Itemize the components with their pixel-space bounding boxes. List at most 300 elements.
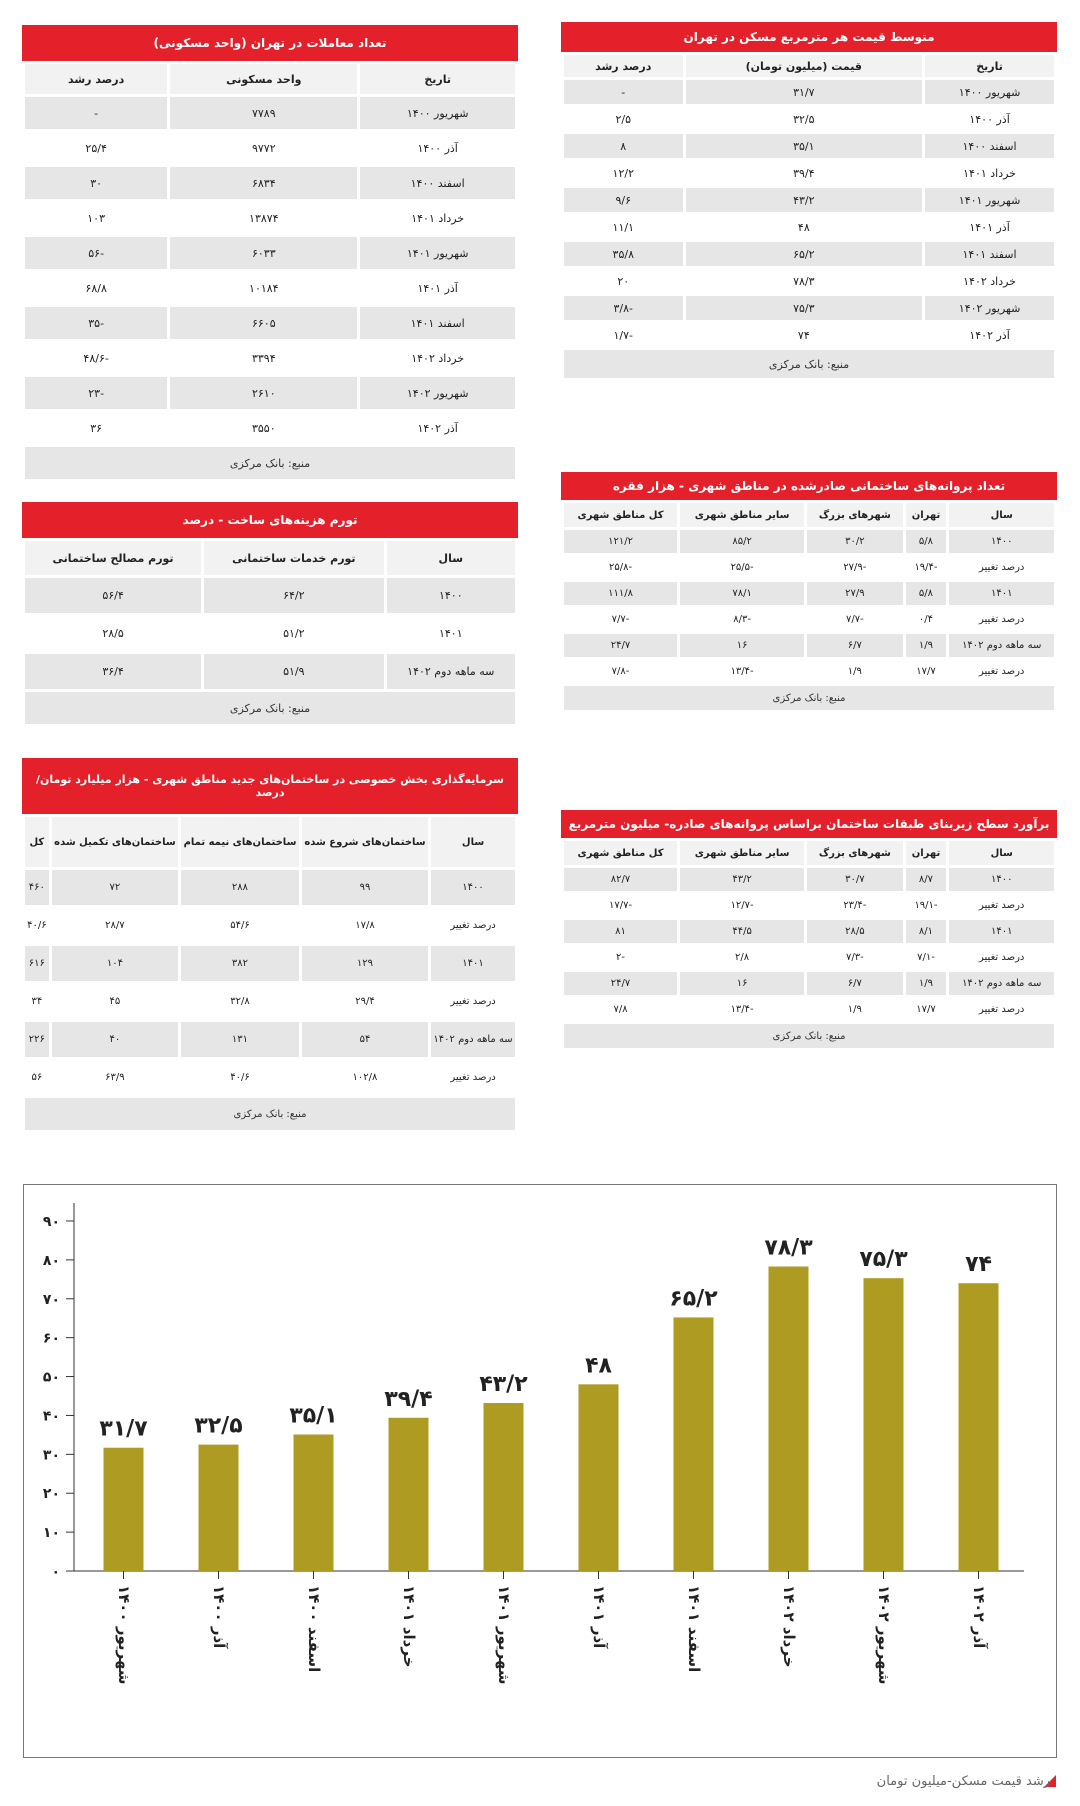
table-cell: درصد تغییر xyxy=(949,608,1054,631)
table-cell: آذر ۱۴۰۰ xyxy=(925,107,1054,131)
column-header: واحد مسکونی xyxy=(170,64,357,94)
table-cell: اسفند ۱۴۰۰ xyxy=(360,167,515,199)
table-cell: ۵۱/۹ xyxy=(204,654,384,689)
table-row xyxy=(25,870,515,905)
avg-price-table-title: متوسط قیمت هر مترمربع مسکن در تهران xyxy=(561,22,1057,52)
table-cell: شهریور ۱۴۰۰ xyxy=(925,80,1054,104)
permits-table-panel xyxy=(561,472,1057,713)
table-row xyxy=(25,202,515,234)
table-cell: ۱۱/۱ xyxy=(564,215,683,239)
table-row xyxy=(564,134,1054,158)
table-cell: ۶۵/۲ xyxy=(686,242,923,266)
table-cell: ۱/۹ xyxy=(807,660,902,683)
transactions-table-panel xyxy=(22,25,518,482)
table-cell: ۱۳۱ xyxy=(181,1022,299,1057)
table-cell: ۸/۱ xyxy=(906,920,947,943)
floor-area-table-panel xyxy=(561,810,1057,1051)
table-cell: ۷/۸ xyxy=(564,998,677,1021)
avg-price-table-panel xyxy=(561,22,1057,381)
table-cell: درصد تغییر xyxy=(431,984,515,1019)
column-header: تورم مصالح ساختمانی xyxy=(25,541,201,575)
table-cell: ۱/۹ xyxy=(807,998,902,1021)
chart-bar xyxy=(389,1418,429,1571)
table-cell: ۴۴/۵ xyxy=(680,920,804,943)
table-row xyxy=(25,412,515,444)
table-cell: ۵۱/۲ xyxy=(204,616,384,651)
column-header: تاریخ xyxy=(360,64,515,94)
table-cell: شهریور ۱۴۰۱ xyxy=(925,188,1054,212)
table-row xyxy=(25,1022,515,1057)
table-cell: ۳۱/۷ xyxy=(686,80,923,104)
source-row xyxy=(564,686,1054,710)
table-row xyxy=(25,307,515,339)
table-row xyxy=(564,582,1054,605)
table-cell: -۱۷/۷ xyxy=(564,894,677,917)
source-row xyxy=(25,1098,515,1130)
column-header: سال xyxy=(431,817,515,867)
table-cell: -۱۹/۴ xyxy=(906,556,947,579)
price-bar-chart xyxy=(23,1184,1057,1758)
table-cell: درصد تغییر xyxy=(949,660,1054,683)
table-cell: ۱۴۰۱ xyxy=(949,920,1054,943)
table-cell: -۱۳/۴ xyxy=(680,998,804,1021)
table-cell: ۴۳/۲ xyxy=(680,868,804,891)
table-cell: سه ماهه دوم ۱۴۰۲ xyxy=(387,654,515,689)
table-cell: ۱۰۴ xyxy=(52,946,178,981)
table-cell: آذر ۱۴۰۲ xyxy=(925,323,1054,347)
table-cell: ۳۰/۲ xyxy=(807,530,902,553)
table-source: منبع: بانک مرکزی xyxy=(564,1024,1054,1048)
x-tick-label: شهریور ۱۴۰۰ xyxy=(115,1585,133,1685)
table-row xyxy=(25,946,515,981)
table-cell: ۵۴ xyxy=(302,1022,428,1057)
table-row xyxy=(564,920,1054,943)
table-cell: ۶۰۳۳ xyxy=(170,237,357,269)
table-row xyxy=(25,616,515,651)
source-row xyxy=(25,447,515,479)
table-cell: ۷۷۸۹ xyxy=(170,97,357,129)
table-cell: ۴۰ xyxy=(52,1022,178,1057)
table-cell: ۹/۶ xyxy=(564,188,683,212)
column-header: تهران xyxy=(906,503,947,527)
table-cell: ۷۲ xyxy=(52,870,178,905)
column-header: درصد رشد xyxy=(25,64,167,94)
table-cell: ۳۵/۱ xyxy=(686,134,923,158)
permits-table xyxy=(561,500,1057,713)
column-header: تورم خدمات ساختمانی xyxy=(204,541,384,575)
data-label: ۳۹/۴ xyxy=(384,1386,433,1412)
table-row xyxy=(564,161,1054,185)
table-cell: ۱/۹ xyxy=(906,634,947,657)
table-cell: آذر ۱۴۰۰ xyxy=(360,132,515,164)
table-cell: ۳۸۲ xyxy=(181,946,299,981)
table-cell: اسفند ۱۴۰۱ xyxy=(925,242,1054,266)
table-cell: خرداد ۱۴۰۲ xyxy=(360,342,515,374)
table-cell: ۷۸/۳ xyxy=(686,269,923,293)
table-cell: ۲۶۱۰ xyxy=(170,377,357,409)
y-tick-label: ۱۰ xyxy=(42,1525,60,1542)
table-cell: ۷۵/۳ xyxy=(686,296,923,320)
table-cell: ۳۵/۸ xyxy=(564,242,683,266)
table-cell: ۱۴۰۱ xyxy=(387,616,515,651)
x-tick-label: اسفند ۱۴۰۰ xyxy=(305,1585,323,1673)
table-cell: ۳۰/۷ xyxy=(807,868,902,891)
table-row xyxy=(564,242,1054,266)
column-header: ساختمان‌های تکمیل شده xyxy=(52,817,178,867)
investment-table xyxy=(22,814,518,1133)
x-tick-label: خرداد ۱۴۰۲ xyxy=(780,1585,798,1668)
table-cell: ۳۰ xyxy=(25,167,167,199)
floor-area-table-title: برآورد سطح زیربنای طبقات ساختمان براساس پروانه‌های صادره- میلیون مترمربع xyxy=(561,810,1057,838)
table-cell: ۸۲/۷ xyxy=(564,868,677,891)
table-cell: -۸/۳ xyxy=(680,608,804,631)
table-cell: ۸ xyxy=(564,134,683,158)
table-cell: -۲۷/۹ xyxy=(807,556,902,579)
table-cell: -۱۳/۴ xyxy=(680,660,804,683)
table-cell: درصد تغییر xyxy=(949,556,1054,579)
table-cell: شهریور ۱۴۰۱ xyxy=(360,237,515,269)
table-cell: آذر ۱۴۰۱ xyxy=(925,215,1054,239)
table-cell: ۱۴۰۰ xyxy=(949,868,1054,891)
y-tick-label: ۳۰ xyxy=(42,1447,60,1464)
table-cell: ۲۹/۴ xyxy=(302,984,428,1019)
table-cell: درصد تغییر xyxy=(431,908,515,943)
table-cell: ۱۷/۸ xyxy=(302,908,428,943)
source-row xyxy=(564,350,1054,378)
data-label: ۳۵/۱ xyxy=(289,1403,338,1429)
table-cell: اسفند ۱۴۰۱ xyxy=(360,307,515,339)
table-row xyxy=(564,296,1054,320)
table-cell: ۵۶/۴ xyxy=(25,578,201,613)
column-header: سال xyxy=(949,841,1054,865)
table-cell: ۴۵ xyxy=(52,984,178,1019)
table-cell: ۱۷/۷ xyxy=(906,998,947,1021)
table-cell: ۱۴۰۰ xyxy=(949,530,1054,553)
table-row xyxy=(564,556,1054,579)
table-cell: -۷/۷ xyxy=(807,608,902,631)
table-row xyxy=(25,342,515,374)
table-cell: ۸/۷ xyxy=(906,868,947,891)
table-cell: ۲۴/۷ xyxy=(564,972,677,995)
y-tick-label: ۶۰ xyxy=(42,1330,60,1347)
data-label: ۶۵/۲ xyxy=(669,1286,718,1312)
table-cell: ۴۰/۶ xyxy=(25,908,49,943)
table-cell: درصد تغییر xyxy=(949,998,1054,1021)
column-header: درصد رشد xyxy=(564,55,683,77)
column-header: سال xyxy=(949,503,1054,527)
floor-area-table xyxy=(561,838,1057,1051)
table-cell: سه ماهه دوم ۱۴۰۲ xyxy=(431,1022,515,1057)
y-tick-label: ۴۰ xyxy=(42,1408,60,1425)
table-cell: خرداد ۱۴۰۲ xyxy=(925,269,1054,293)
table-cell: -۷/۷ xyxy=(564,608,677,631)
table-row xyxy=(564,188,1054,212)
column-header: شهرهای بزرگ xyxy=(807,503,902,527)
table-cell: ۲/۸ xyxy=(680,946,804,969)
table-cell: ۱۰۱۸۴ xyxy=(170,272,357,304)
table-cell: -۲۳/۴ xyxy=(807,894,902,917)
table-header-row xyxy=(564,55,1054,77)
table-cell: ۶۶۰۵ xyxy=(170,307,357,339)
table-cell: ۷۴ xyxy=(686,323,923,347)
x-tick-label: آذر ۱۴۰۲ xyxy=(970,1585,988,1649)
avg-price-table xyxy=(561,52,1057,381)
table-cell: ۱۱۱/۸ xyxy=(564,582,677,605)
table-cell: -۲۳ xyxy=(25,377,167,409)
table-cell: آذر ۱۴۰۱ xyxy=(360,272,515,304)
table-cell: -۷/۳ xyxy=(807,946,902,969)
table-cell: درصد تغییر xyxy=(431,1060,515,1095)
table-cell: ۱۶ xyxy=(680,634,804,657)
chart-bar xyxy=(199,1445,239,1571)
table-cell: ۲۲۶ xyxy=(25,1022,49,1057)
table-cell: شهریور ۱۴۰۲ xyxy=(360,377,515,409)
table-row xyxy=(564,530,1054,553)
table-cell: ۱۶ xyxy=(680,972,804,995)
table-row xyxy=(25,377,515,409)
x-tick-label: آذر ۱۴۰۱ xyxy=(590,1585,608,1649)
cost-inflation-table xyxy=(22,538,518,727)
table-cell: اسفند ۱۴۰۰ xyxy=(925,134,1054,158)
column-header: سایر مناطق شهری xyxy=(680,841,804,865)
table-cell: شهریور ۱۴۰۲ xyxy=(925,296,1054,320)
chart-bar xyxy=(294,1435,334,1572)
table-cell: ۱۰۳ xyxy=(25,202,167,234)
column-header: کل xyxy=(25,817,49,867)
column-header: قیمت (میلیون تومان) xyxy=(686,55,923,77)
table-cell: ۶۸/۸ xyxy=(25,272,167,304)
table-cell: ۶/۷ xyxy=(807,634,902,657)
investment-table-panel xyxy=(22,758,518,1133)
column-header: تاریخ xyxy=(925,55,1054,77)
table-cell: ۶۴/۲ xyxy=(204,578,384,613)
table-row xyxy=(25,237,515,269)
table-cell: ۲۷/۹ xyxy=(807,582,902,605)
transactions-table xyxy=(22,61,518,482)
table-cell: -۷/۱ xyxy=(906,946,947,969)
permits-table-title: تعداد پروانه‌های ساختمانی صادرشده در مناطق شهری - هزار فقره xyxy=(561,472,1057,500)
table-row xyxy=(564,972,1054,995)
table-cell: -۵۶ xyxy=(25,237,167,269)
table-row xyxy=(564,660,1054,683)
column-header: شهرهای بزرگ xyxy=(807,841,902,865)
y-tick-label: ۹۰ xyxy=(42,1214,60,1230)
table-row xyxy=(25,908,515,943)
table-row xyxy=(564,608,1054,631)
chart-bar xyxy=(864,1278,904,1571)
source-row xyxy=(25,692,515,724)
table-row xyxy=(25,167,515,199)
table-cell: ۳۵۵۰ xyxy=(170,412,357,444)
table-source: منبع: بانک مرکزی xyxy=(25,1098,515,1130)
table-source: منبع: بانک مرکزی xyxy=(564,350,1054,378)
table-cell: ۲۸/۷ xyxy=(52,908,178,943)
cost-inflation-table-panel xyxy=(22,502,518,727)
table-cell: ۲۵/۴ xyxy=(25,132,167,164)
table-row xyxy=(564,323,1054,347)
table-row xyxy=(564,215,1054,239)
chart-caption: رشد قیمت مسکن-میلیون تومان xyxy=(876,1774,1050,1789)
column-header: ساختمان‌های شروع شده xyxy=(302,817,428,867)
table-cell: ۴۶۰ xyxy=(25,870,49,905)
x-tick-label: خرداد ۱۴۰۱ xyxy=(400,1585,418,1668)
source-row xyxy=(564,1024,1054,1048)
table-cell: ۱۲۹ xyxy=(302,946,428,981)
column-header: کل مناطق شهری xyxy=(564,841,677,865)
table-cell: ۱۰۲/۸ xyxy=(302,1060,428,1095)
table-cell: آذر ۱۴۰۲ xyxy=(360,412,515,444)
table-row xyxy=(564,868,1054,891)
column-header: تهران xyxy=(906,841,947,865)
data-label: ۷۸/۳ xyxy=(764,1235,813,1261)
chart-bar xyxy=(104,1448,144,1571)
table-cell: ۶۳/۹ xyxy=(52,1060,178,1095)
data-label: ۷۴ xyxy=(965,1252,992,1278)
table-cell: سه ماهه دوم ۱۴۰۲ xyxy=(949,972,1054,995)
table-cell: ۵۴/۶ xyxy=(181,908,299,943)
column-header: کل مناطق شهری xyxy=(564,503,677,527)
x-tick-label: شهریور ۱۴۰۱ xyxy=(495,1585,513,1685)
table-cell: ۳۲/۸ xyxy=(181,984,299,1019)
table-row xyxy=(564,634,1054,657)
y-tick-label: ۵۰ xyxy=(42,1369,60,1386)
table-cell: ۶۸۳۴ xyxy=(170,167,357,199)
data-label: ۳۱/۷ xyxy=(99,1416,148,1442)
chart-bar xyxy=(769,1267,809,1572)
table-cell: ۶۱۶ xyxy=(25,946,49,981)
table-cell: ۱۴۰۰ xyxy=(387,578,515,613)
table-cell: ۴۳/۲ xyxy=(686,188,923,212)
x-tick-label: اسفند ۱۴۰۱ xyxy=(685,1585,703,1673)
table-cell: ۲۸۸ xyxy=(181,870,299,905)
table-row xyxy=(25,984,515,1019)
transactions-table-title: تعداد معاملات در تهران (واحد مسکونی) xyxy=(22,25,518,61)
table-cell: ۷۸/۱ xyxy=(680,582,804,605)
table-header-row xyxy=(25,817,515,867)
table-source: منبع: بانک مرکزی xyxy=(25,447,515,479)
data-label: ۴۳/۲ xyxy=(479,1372,528,1397)
table-cell: ۲۸/۵ xyxy=(807,920,902,943)
table-row xyxy=(564,998,1054,1021)
table-cell: ۹۹ xyxy=(302,870,428,905)
table-cell: -۱۹/۱ xyxy=(906,894,947,917)
table-cell: ۱۳۸۷۴ xyxy=(170,202,357,234)
table-row xyxy=(25,654,515,689)
table-cell: ۲/۵ xyxy=(564,107,683,131)
table-cell: ۱۷/۷ xyxy=(906,660,947,683)
table-cell: ۳۳۹۴ xyxy=(170,342,357,374)
table-cell: خرداد ۱۴۰۱ xyxy=(925,161,1054,185)
table-row xyxy=(25,272,515,304)
table-cell: ۱۲/۲ xyxy=(564,161,683,185)
table-cell: خرداد ۱۴۰۱ xyxy=(360,202,515,234)
table-header-row xyxy=(564,841,1054,865)
table-row xyxy=(25,1060,515,1095)
table-cell: -۱/۷ xyxy=(564,323,683,347)
table-cell: -۲ xyxy=(564,946,677,969)
table-cell: -۷/۸ xyxy=(564,660,677,683)
column-header: ساختمان‌های نیمه تمام xyxy=(181,817,299,867)
investment-table-title: سرمایه‌گذاری بخش خصوصی در ساختمان‌های جدید مناطق شهری - هزار میلیارد تومان/ درصد xyxy=(22,758,518,814)
table-cell: - xyxy=(564,80,683,104)
table-cell: ۳۶ xyxy=(25,412,167,444)
table-cell: ۳۹/۴ xyxy=(686,161,923,185)
table-cell: -۱۲/۷ xyxy=(680,894,804,917)
y-tick-label: ۷۰ xyxy=(42,1291,60,1308)
table-row xyxy=(564,946,1054,969)
table-source: منبع: بانک مرکزی xyxy=(564,686,1054,710)
x-tick-label: شهریور ۱۴۰۲ xyxy=(875,1585,893,1685)
table-cell: -۲۵/۵ xyxy=(680,556,804,579)
table-cell: ۹۷۷۲ xyxy=(170,132,357,164)
table-cell: درصد تغییر xyxy=(949,946,1054,969)
table-cell: ۱۴۰۱ xyxy=(949,582,1054,605)
data-label: ۴۸ xyxy=(585,1353,612,1379)
table-cell: درصد تغییر xyxy=(949,894,1054,917)
table-cell: -۳۵ xyxy=(25,307,167,339)
table-cell: ۵/۸ xyxy=(906,530,947,553)
table-cell: ۲۴/۷ xyxy=(564,634,677,657)
chart-bar xyxy=(484,1403,524,1571)
y-tick-label: ۰ xyxy=(51,1564,60,1580)
table-row xyxy=(564,269,1054,293)
table-cell: ۱/۹ xyxy=(906,972,947,995)
table-cell: ۵/۸ xyxy=(906,582,947,605)
table-cell: ۲۸/۵ xyxy=(25,616,201,651)
table-cell: ۳۴ xyxy=(25,984,49,1019)
table-cell: سه ماهه دوم ۱۴۰۲ xyxy=(949,634,1054,657)
table-cell: ۲۰ xyxy=(564,269,683,293)
table-row xyxy=(564,894,1054,917)
data-label: ۷۵/۳ xyxy=(859,1247,908,1273)
x-tick-label: آذر ۱۴۰۰ xyxy=(210,1585,228,1649)
table-cell: ۳۲/۵ xyxy=(686,107,923,131)
table-cell: شهریور ۱۴۰۰ xyxy=(360,97,515,129)
table-cell: ۴۰/۶ xyxy=(181,1060,299,1095)
table-row xyxy=(25,132,515,164)
data-label: ۳۲/۵ xyxy=(194,1413,243,1439)
table-cell: ۵۶ xyxy=(25,1060,49,1095)
table-header-row xyxy=(564,503,1054,527)
column-header: سایر مناطق شهری xyxy=(680,503,804,527)
table-cell: ۴۸ xyxy=(686,215,923,239)
table-cell: - xyxy=(25,97,167,129)
table-cell: -۲۵/۸ xyxy=(564,556,677,579)
chart-bar xyxy=(674,1317,714,1571)
table-cell: ۰/۴ xyxy=(906,608,947,631)
table-cell: ۱۴۰۰ xyxy=(431,870,515,905)
table-header-row xyxy=(25,541,515,575)
table-cell: ۸۱ xyxy=(564,920,677,943)
table-cell: ۳۶/۴ xyxy=(25,654,201,689)
table-row xyxy=(564,107,1054,131)
y-tick-label: ۸۰ xyxy=(42,1252,60,1269)
table-row xyxy=(25,578,515,613)
chart-bar xyxy=(579,1384,619,1571)
chart-bar xyxy=(959,1283,999,1571)
table-cell: ۱۴۰۱ xyxy=(431,946,515,981)
table-cell: ۸۵/۲ xyxy=(680,530,804,553)
cost-inflation-table-title: تورم هزینه‌های ساخت - درصد xyxy=(22,502,518,538)
table-row xyxy=(25,97,515,129)
table-source: منبع: بانک مرکزی xyxy=(25,692,515,724)
table-cell: -۳/۸ xyxy=(564,296,683,320)
table-row xyxy=(564,80,1054,104)
table-cell: -۴۸/۶ xyxy=(25,342,167,374)
table-cell: ۱۲۱/۲ xyxy=(564,530,677,553)
price-chart-svg xyxy=(24,1185,1058,1759)
table-cell: ۶/۷ xyxy=(807,972,902,995)
